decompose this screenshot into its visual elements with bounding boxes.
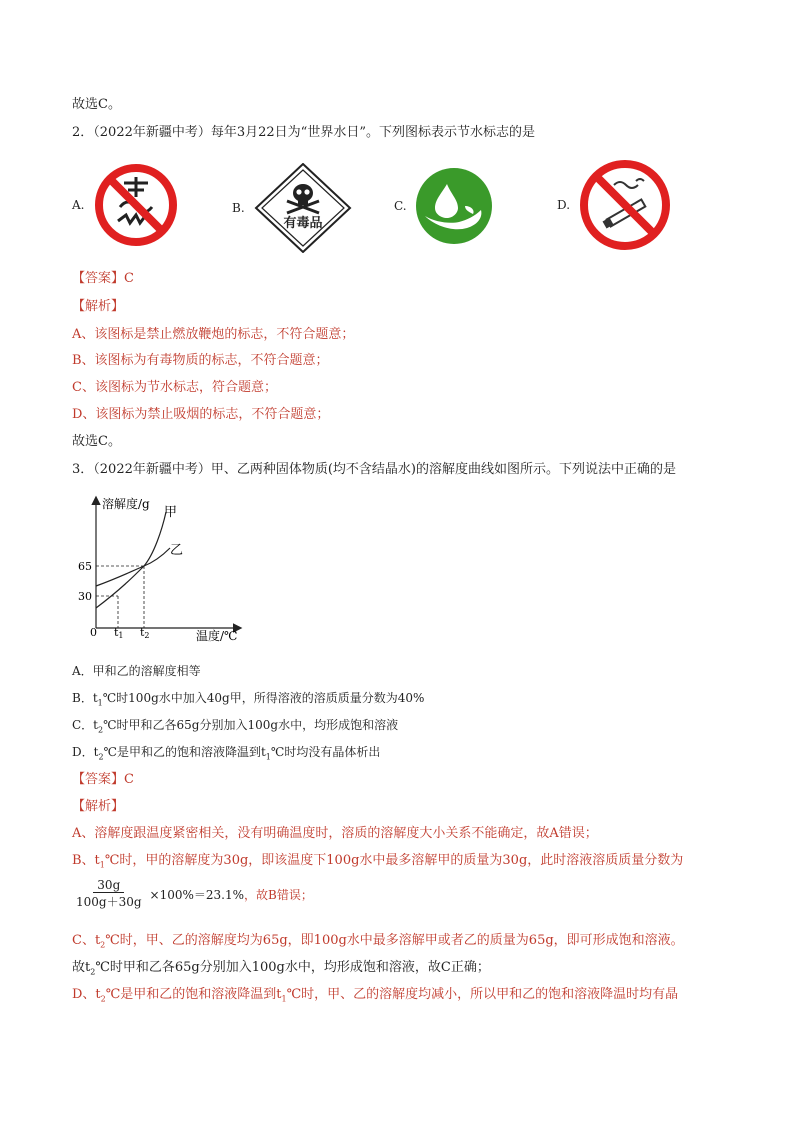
x-axis-label: 温度/℃ [196, 629, 238, 643]
curve-label-yi: 乙 [170, 543, 184, 558]
q2-option-c[interactable] [394, 166, 495, 246]
fraction-result: ×100%＝23.1% [149, 887, 245, 902]
q3-analysis-b: B、$t_1℃$时，甲的溶解度为30g，即该温度下100g水中最多溶解甲的质量为30g，此时溶液溶质质量分数为 [72, 853, 684, 870]
option-label: C. [394, 199, 407, 213]
y-axis-label: 溶解度/g [102, 497, 150, 511]
q2-conclusion: 故选C。 [72, 434, 121, 449]
q3-choice-a[interactable]: A．甲和乙的溶解度相等 [72, 664, 201, 678]
toxic-substance-icon [251, 163, 355, 253]
q3-choice-d[interactable]: D．$t_2℃$是甲和乙的饱和溶液降温到$t_1℃$时均没有晶体析出 [72, 745, 381, 762]
origin-label: 0 [90, 626, 97, 639]
answer-value: C [124, 772, 134, 787]
answer-value: C [124, 271, 134, 286]
q2-stem: 2．（2022年新疆中考）每年3月22日为“世界水日”。下列图标表示节水标志的是 [72, 125, 535, 140]
option-label: D. [557, 198, 571, 212]
q2-analysis-a: A、该图标是禁止燃放鞭炮的标志，不符合题意； [72, 327, 355, 342]
q2-option-b[interactable] [232, 163, 355, 253]
curve-yi [96, 548, 170, 586]
water-saving-icon [413, 166, 495, 246]
sign-text: 有毒品 [283, 216, 323, 231]
tick-30: 30 [78, 590, 92, 603]
q3-analysis-d: D、$t_2℃$是甲和乙的饱和溶液降温到$t_1℃$时，甲、乙的溶解度均减小，所以甲和乙的饱和溶液降温时均有晶 [72, 987, 679, 1004]
no-smoking-icon [576, 159, 674, 251]
option-label: B. [232, 201, 245, 215]
percent-fraction [72, 878, 313, 910]
tick-t2: t2 [140, 626, 150, 640]
q2-analysis-c: C、该图标为节水标志，符合题意； [72, 380, 277, 395]
q3-stem: 3．（2022年新疆中考）甲、乙两种固体物质(均不含结晶水)的溶解度曲线如图所示。下列说法中正确的是 [72, 462, 676, 477]
q2-option-d[interactable] [557, 159, 674, 251]
answer-tag: 【答案】 [72, 271, 125, 286]
tick-t1: t1 [114, 626, 124, 640]
solubility-graph [70, 490, 260, 650]
q3-choice-b[interactable]: B．$t_1℃$时100g水中加入40g甲，所得溶液的溶质质量分数为40% [72, 691, 425, 708]
q2-option-a[interactable] [72, 163, 182, 247]
q2-analysis-d: D、该图标为禁止吸烟的标志，不符合题意； [72, 407, 330, 422]
no-firecrackers-icon [90, 163, 182, 247]
q2-analysis-tag: 【解析】 [72, 299, 125, 314]
answer-tag: 【答案】 [72, 772, 125, 787]
option-label: A. [72, 198, 85, 212]
curve-label-jia: 甲 [164, 505, 178, 520]
fraction-denominator: 100g＋30g [76, 895, 142, 909]
q3-analysis-a: A、溶解度跟温度紧密相关，没有明确温度时，溶质的溶解度大小关系不能确定，故A错误； [72, 826, 598, 841]
q2-analysis-b: B、该图标为有毒物质的标志，不符合题意； [72, 353, 329, 368]
q3-answer [72, 771, 134, 789]
fraction-numerator: 30g [93, 878, 124, 893]
q2-answer [72, 270, 134, 288]
top-conclusion: 故选C。 [72, 97, 121, 112]
q3-analysis-c1: C、$t_2℃$时，甲、乙的溶解度均为65g，即100g水中最多溶解甲或者乙的质量为65g，即可形成饱和溶液。 [72, 933, 684, 950]
q3-analysis-c2: 故$t_2℃$时甲和乙各65g分别加入100g水中，均形成饱和溶液，故C正确； [72, 960, 490, 977]
fraction-tail: ，故B错误； [244, 887, 313, 902]
tick-65: 65 [78, 560, 92, 573]
q3-choice-c[interactable]: C．$t_2℃$时甲和乙各65g分别加入100g水中，均形成饱和溶液 [72, 718, 399, 735]
q3-analysis-tag: 【解析】 [72, 799, 125, 814]
